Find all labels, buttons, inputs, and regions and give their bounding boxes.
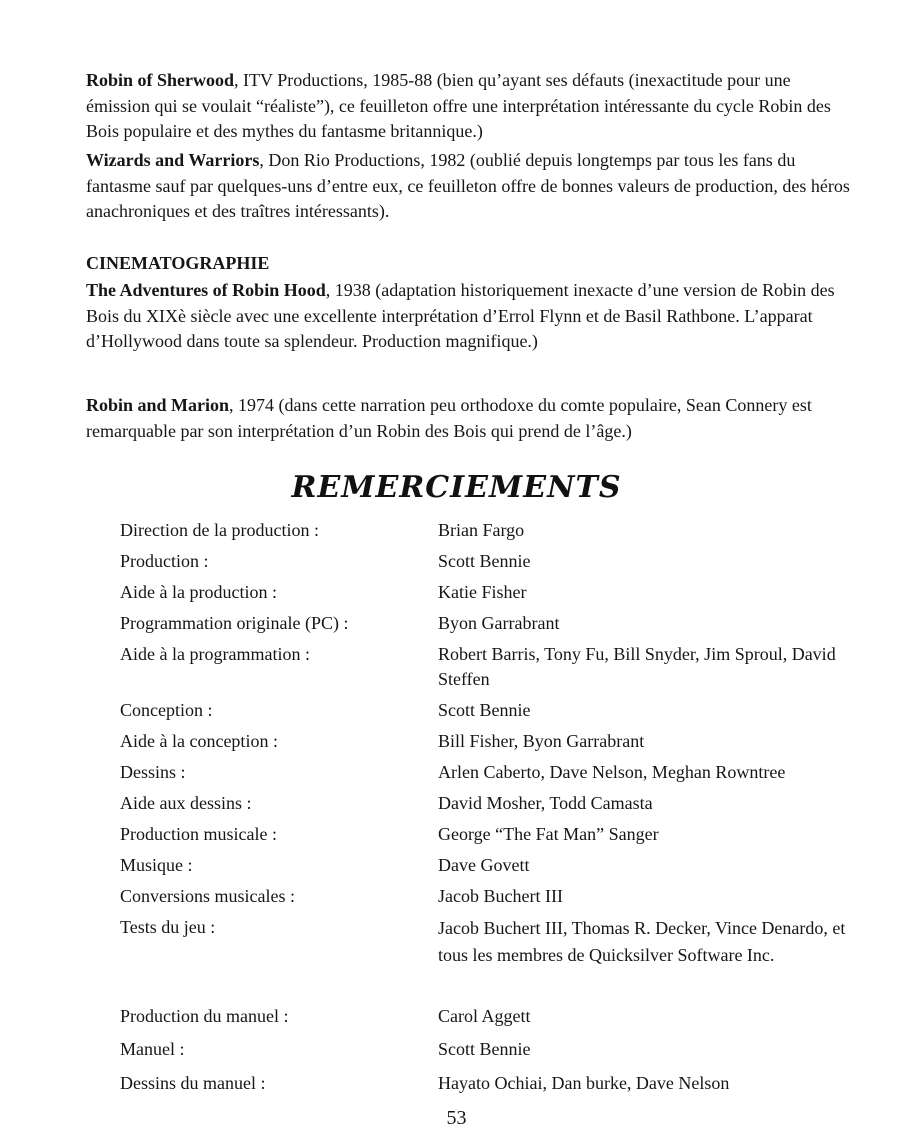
credit-names: Brian Fargo (438, 520, 525, 540)
credit-names: Jacob Buchert III (438, 886, 563, 906)
credit-role: Aide aux dessins : (120, 793, 252, 813)
credit-role: Aide à la conception : (120, 731, 278, 751)
credit-names: Byon Garrabrant (438, 613, 560, 633)
credit-role: Conversions musicales : (120, 886, 295, 906)
credit-role: Conception : (120, 700, 213, 720)
credit-names: Robert Barris, Tony Fu, Bill Snyder, Jim Sproul, David Steffen (438, 644, 836, 689)
credit-names: Scott Bennie (438, 700, 531, 720)
credit-role: Production musicale : (120, 824, 277, 844)
entry-text: , 1938 (adaptation historiquement inexacte d’une version de Robin des Bois du XIXè siècle avec une excellente interprétation d’Errol Flynn et de Basil Rathbone. L’apparat d’Hollywood dans toute sa splendeur. Production magnifique.) (86, 280, 835, 351)
credit-role: Dessins : (120, 762, 186, 782)
entry-text: , Don Rio Productions, 1982 (oublié depuis longtemps par tous les fans du fantasme sauf par quelques-uns d’entre eux, ce feuilleton offre de bonnes valeurs de production, des héros anachroniques et des traîtres intéressants). (86, 150, 850, 221)
credit-names: David Mosher, Todd Camasta (438, 793, 653, 813)
bibliography-entry-robin-of-sherwood (86, 68, 856, 145)
credit-role: Musique : (120, 855, 193, 875)
entry-text: , 1974 (dans cette narration peu orthodoxe du comte populaire, Sean Connery est remarquable par son interprétation d’un Robin des Bois qui prend de l’âge.) (86, 395, 812, 441)
credit-role: Direction de la production : (120, 520, 319, 540)
film-entry-robin-and-marion (86, 393, 856, 444)
credit-role: Programmation originale (PC) : (120, 613, 349, 633)
credit-names: Katie Fisher (438, 582, 527, 602)
entry-title: The Adventures of Robin Hood (86, 280, 326, 300)
credits-title: REMERCIEMENTS (291, 470, 622, 505)
credit-role: Production : (120, 551, 209, 571)
film-entry-adventures-of-robin-hood (86, 278, 856, 355)
credit-role: Aide à la programmation : (120, 644, 310, 664)
credit-names: Carol Aggett (438, 1006, 531, 1026)
credit-role: Manuel : (120, 1039, 185, 1059)
credit-names: Dave Govett (438, 855, 530, 875)
credit-role: Production du manuel : (120, 1006, 289, 1026)
entry-title: Wizards and Warriors (86, 150, 260, 170)
credit-names: Scott Bennie (438, 551, 531, 571)
credit-names: George “The Fat Man” Sanger (438, 824, 659, 844)
entry-title: Robin of Sherwood (86, 70, 235, 90)
credit-names: Scott Bennie (438, 1039, 531, 1059)
entry-text: , ITV Productions, 1985-88 (bien qu’ayant ses défauts (inexactitude pour une émission qui se voulait “réaliste”), ce feuilleton offre une interprétation intéressante du cycle Robin des Bois populaire et des mythes du fantasme britannique.) (86, 70, 831, 141)
credit-role: Tests du jeu : (120, 917, 216, 937)
credit-names: Jacob Buchert III, Thomas R. Decker, Vince Denardo, et tous les membres de Quicksilver Software Inc. (438, 918, 846, 965)
entry-title: Robin and Marion (86, 395, 230, 415)
cinematography-heading: CINEMATOGRAPHIE (86, 253, 270, 273)
bibliography-entry-wizards-and-warriors (86, 148, 856, 225)
credit-names: Hayato Ochiai, Dan burke, Dave Nelson (438, 1073, 730, 1093)
credit-names: Bill Fisher, Byon Garrabrant (438, 731, 645, 751)
page-number: 53 (446, 1107, 467, 1129)
credit-names: Arlen Caberto, Dave Nelson, Meghan Rowntree (438, 762, 786, 782)
credit-role: Aide à la production : (120, 582, 277, 602)
credit-role: Dessins du manuel : (120, 1073, 266, 1093)
